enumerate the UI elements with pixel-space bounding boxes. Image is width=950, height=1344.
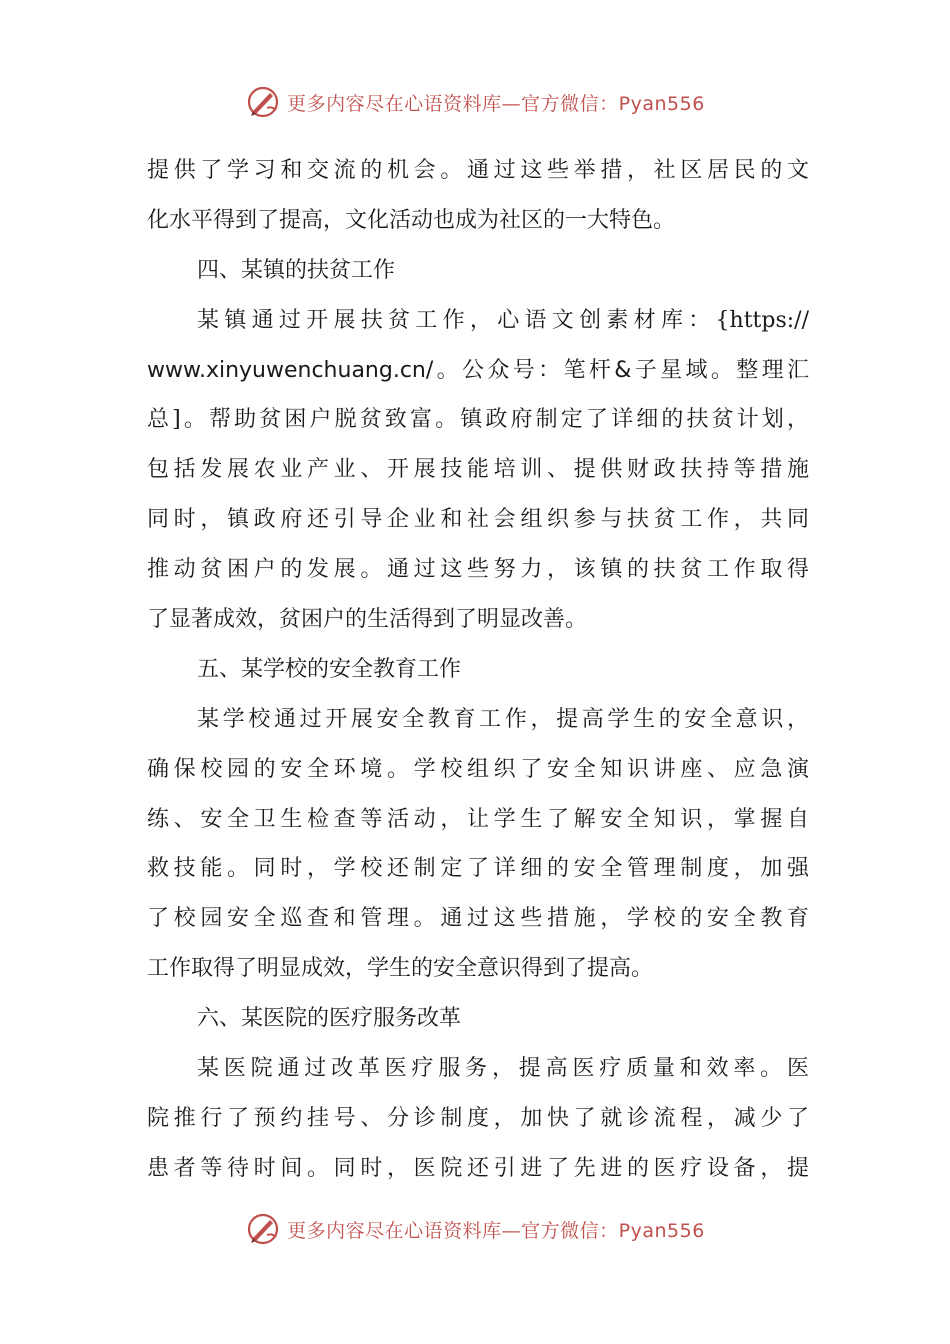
text-line: 练、安全卫生检查等活动，让学生了解安全知识，掌握自 [147, 806, 809, 832]
watermark-text: 更多内容尽在心语资料库—官方微信：Pyan556 [287, 92, 705, 115]
document-body [147, 146, 809, 1194]
watermark-wechat-id: Pyan556 [618, 92, 705, 115]
watermark-wechat-id: Pyan556 [618, 1219, 705, 1242]
text-line: 确保校园的安全环境。学校组织了安全知识讲座、应急演 [147, 756, 809, 782]
watermark-text: 更多内容尽在心语资料库—官方微信：Pyan556 [287, 1219, 705, 1242]
section-heading: 六、某医院的医疗服务改革 [197, 1006, 462, 1032]
text-line: 同时，镇政府还引导企业和社会组织参与扶贫工作，共同 [147, 507, 809, 533]
text-line: 化水平得到了提高，文化活动也成为社区的一大特色。 [147, 207, 676, 233]
section-heading: 四、某镇的扶贫工作 [197, 257, 396, 283]
pen-logo-icon [245, 1211, 281, 1247]
text-line: 工作取得了明显成效，学生的安全意识得到了提高。 [147, 956, 654, 982]
text-line: 了校园安全巡查和管理。通过这些措施，学校的安全教育 [147, 906, 809, 932]
pen-logo-icon [245, 84, 281, 120]
text-line: www.xinyuwenchuang.cn/。公众号：笔杆&子星域。整理汇 [147, 357, 809, 383]
text-line: 总]。帮助贫困户脱贫致富。镇政府制定了详细的扶贫计划， [147, 407, 809, 433]
text-line: 某镇通过开展扶贫工作，心语文创素材库：{https:// [197, 307, 809, 333]
text-line: 某学校通过开展安全教育工作，提高学生的安全意识， [197, 706, 809, 732]
section-heading: 五、某学校的安全教育工作 [197, 656, 462, 682]
text-line: 了显著成效，贫困户的生活得到了明显改善。 [147, 607, 588, 633]
text-line: 救技能。同时，学校还制定了详细的安全管理制度，加强 [147, 856, 809, 882]
text-line: 患者等待时间。同时，医院还引进了先进的医疗设备，提 [147, 1155, 809, 1181]
text-line: 提供了学习和交流的机会。通过这些举措，社区居民的文 [147, 158, 809, 183]
text-line: 推动贫困户的发展。通过这些努力，该镇的扶贫工作取得 [147, 557, 809, 583]
text-line: 包括发展农业产业、开展技能培训、提供财政扶持等措施 [147, 457, 809, 483]
watermark-banner-bottom [0, 1209, 950, 1249]
text-line: 某医院通过改革医疗服务，提高医疗质量和效率。医 [197, 1056, 809, 1082]
text-line: 院推行了预约挂号、分诊制度，加快了就诊流程，减少了 [147, 1105, 809, 1131]
watermark-banner-top [0, 82, 950, 122]
